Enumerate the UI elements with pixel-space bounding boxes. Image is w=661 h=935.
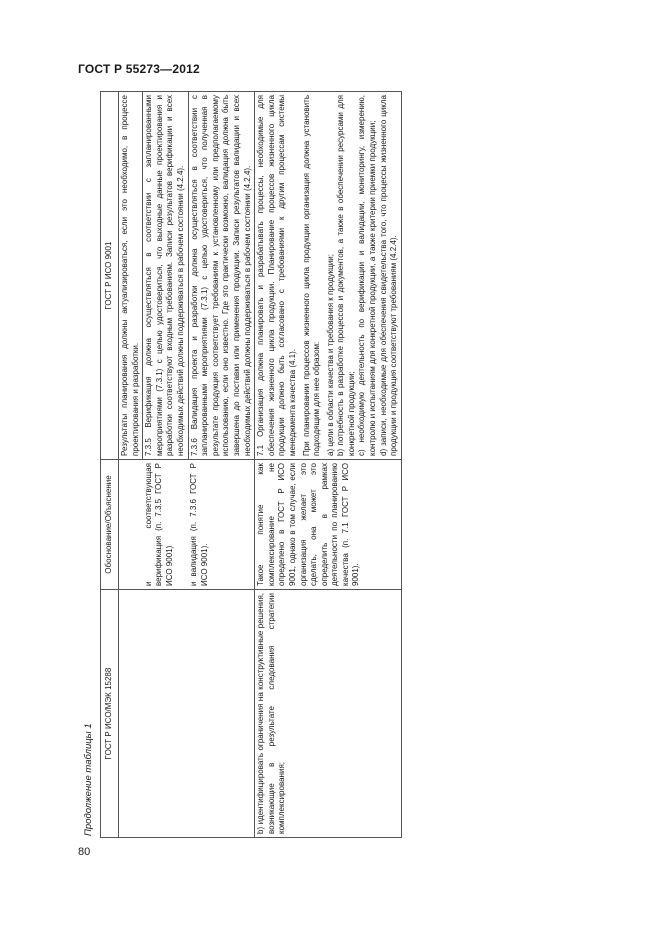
- table-row: [119, 92, 143, 838]
- table-cell-iso9001: [119, 92, 143, 460]
- cell-list-item: d) записи, необходимые для обеспечения свидетельства того, что процессы жизненного цикла продукции и продукция соответствуют требованиям (4.2.4).: [378, 95, 399, 456]
- table-cell-iso9001: [143, 92, 188, 460]
- table-cell-iso15288: [119, 590, 255, 838]
- cell-list-item: c) необходимую деятельность по верификации и валидации, мониторингу, измерению, контролю и испытаниям для конкретной продукции, а также критерии приемки продукции;: [357, 95, 378, 456]
- table-cell-justification: [255, 460, 402, 590]
- cell-list-item: b) потребность в разработке процессов и документов, а также в обеспечении ресурсами для конкретной продукции;: [336, 95, 356, 456]
- cell-paragraph: При планировании процессов жизненного цикла продукции организация должна установить подходящим для нее образом:: [301, 95, 322, 456]
- table-cell-justification: [119, 460, 143, 590]
- rotated-table-page: [78, 92, 609, 838]
- cell-text: b) идентифицировать ограничения на конструктивные решения, возникающие в результате следования стратегии комплексирования;: [256, 593, 287, 834]
- cell-text: и валидация (п. 7.3.6 ГОСТ Р ИСО 9001).: [189, 463, 209, 586]
- table-header-row: [101, 92, 119, 838]
- cell-text: 7.3.6 Валидация проекта и разработки должна осуществляться в соответствии с запланированными мероприятиями (7.3.1) с целью удостовериться, что полученная в результате продукция соответствует требованиям к установленному или предполагаемому использованию, если оно известно. Где это практически возможно, валидация должна быть завершена до поставки или применения продукции. Записи результатов валидации и всех необходимых действий должны поддерживаться в рабочем состоянии (4.2.4).: [189, 95, 252, 456]
- cell-list-item: а) цели в области качества и требования к продукции;: [325, 254, 335, 456]
- comparison-table: [100, 91, 402, 838]
- cell-text: Результаты планирования должны актуализироваться, если это необходимо, в процессе проектирования и разработки.: [120, 95, 140, 456]
- table-cell-justification: [188, 460, 255, 590]
- document-header: ГОСТ Р 55273—2012: [78, 62, 200, 76]
- table-row: [255, 92, 402, 838]
- table-cell-iso9001: [255, 92, 402, 460]
- cell-text: 7.3.5 Верификация должна осуществляться в соответствии с запланированными мероприятиями (7.3.1) с целью удостовериться, что выходные данные проектирования и разработки соответствуют входным требованиям. Записи результатов верификации и всех необходимых действий должны поддерживаться в рабочем состоянии (4.2.4).: [144, 95, 185, 456]
- table-cell-iso9001: [188, 92, 255, 460]
- cell-text: Такое понятие как комплексирование не определено в ГОСТ Р ИСО 9001, однако в том случае, если организация желает это сделать, она может это определить в рамках деятельности по планированию качества (п. 7.1 ГОСТ Р ИСО 9001).: [256, 463, 361, 586]
- column-header-iso15288: ГОСТ Р ИСО/МЭК 15288: [101, 590, 119, 838]
- table-cell-iso15288: [255, 590, 402, 838]
- page-number: 80: [78, 846, 91, 858]
- cell-text: и соответствующая верификация (п. 7.3.5 ГОСТ Р ИСО 9001): [143, 463, 174, 586]
- column-header-justification: Обоснование/Объяснение: [101, 460, 119, 590]
- column-header-iso9001: ГОСТ Р ИСО 9001: [101, 92, 119, 460]
- table-cell-justification: [143, 460, 188, 590]
- table-caption: Продолжение таблицы 1: [83, 723, 94, 836]
- cell-paragraph: 7.1 Организация должна планировать и разрабатывать процессы, необходимые для обеспечения жизненного цикла продукции. Планирование процессов жизненного цикла продукции должно быть согласовано с требованиями к другим процессам системы менеджмента качества (4.1).: [256, 95, 297, 456]
